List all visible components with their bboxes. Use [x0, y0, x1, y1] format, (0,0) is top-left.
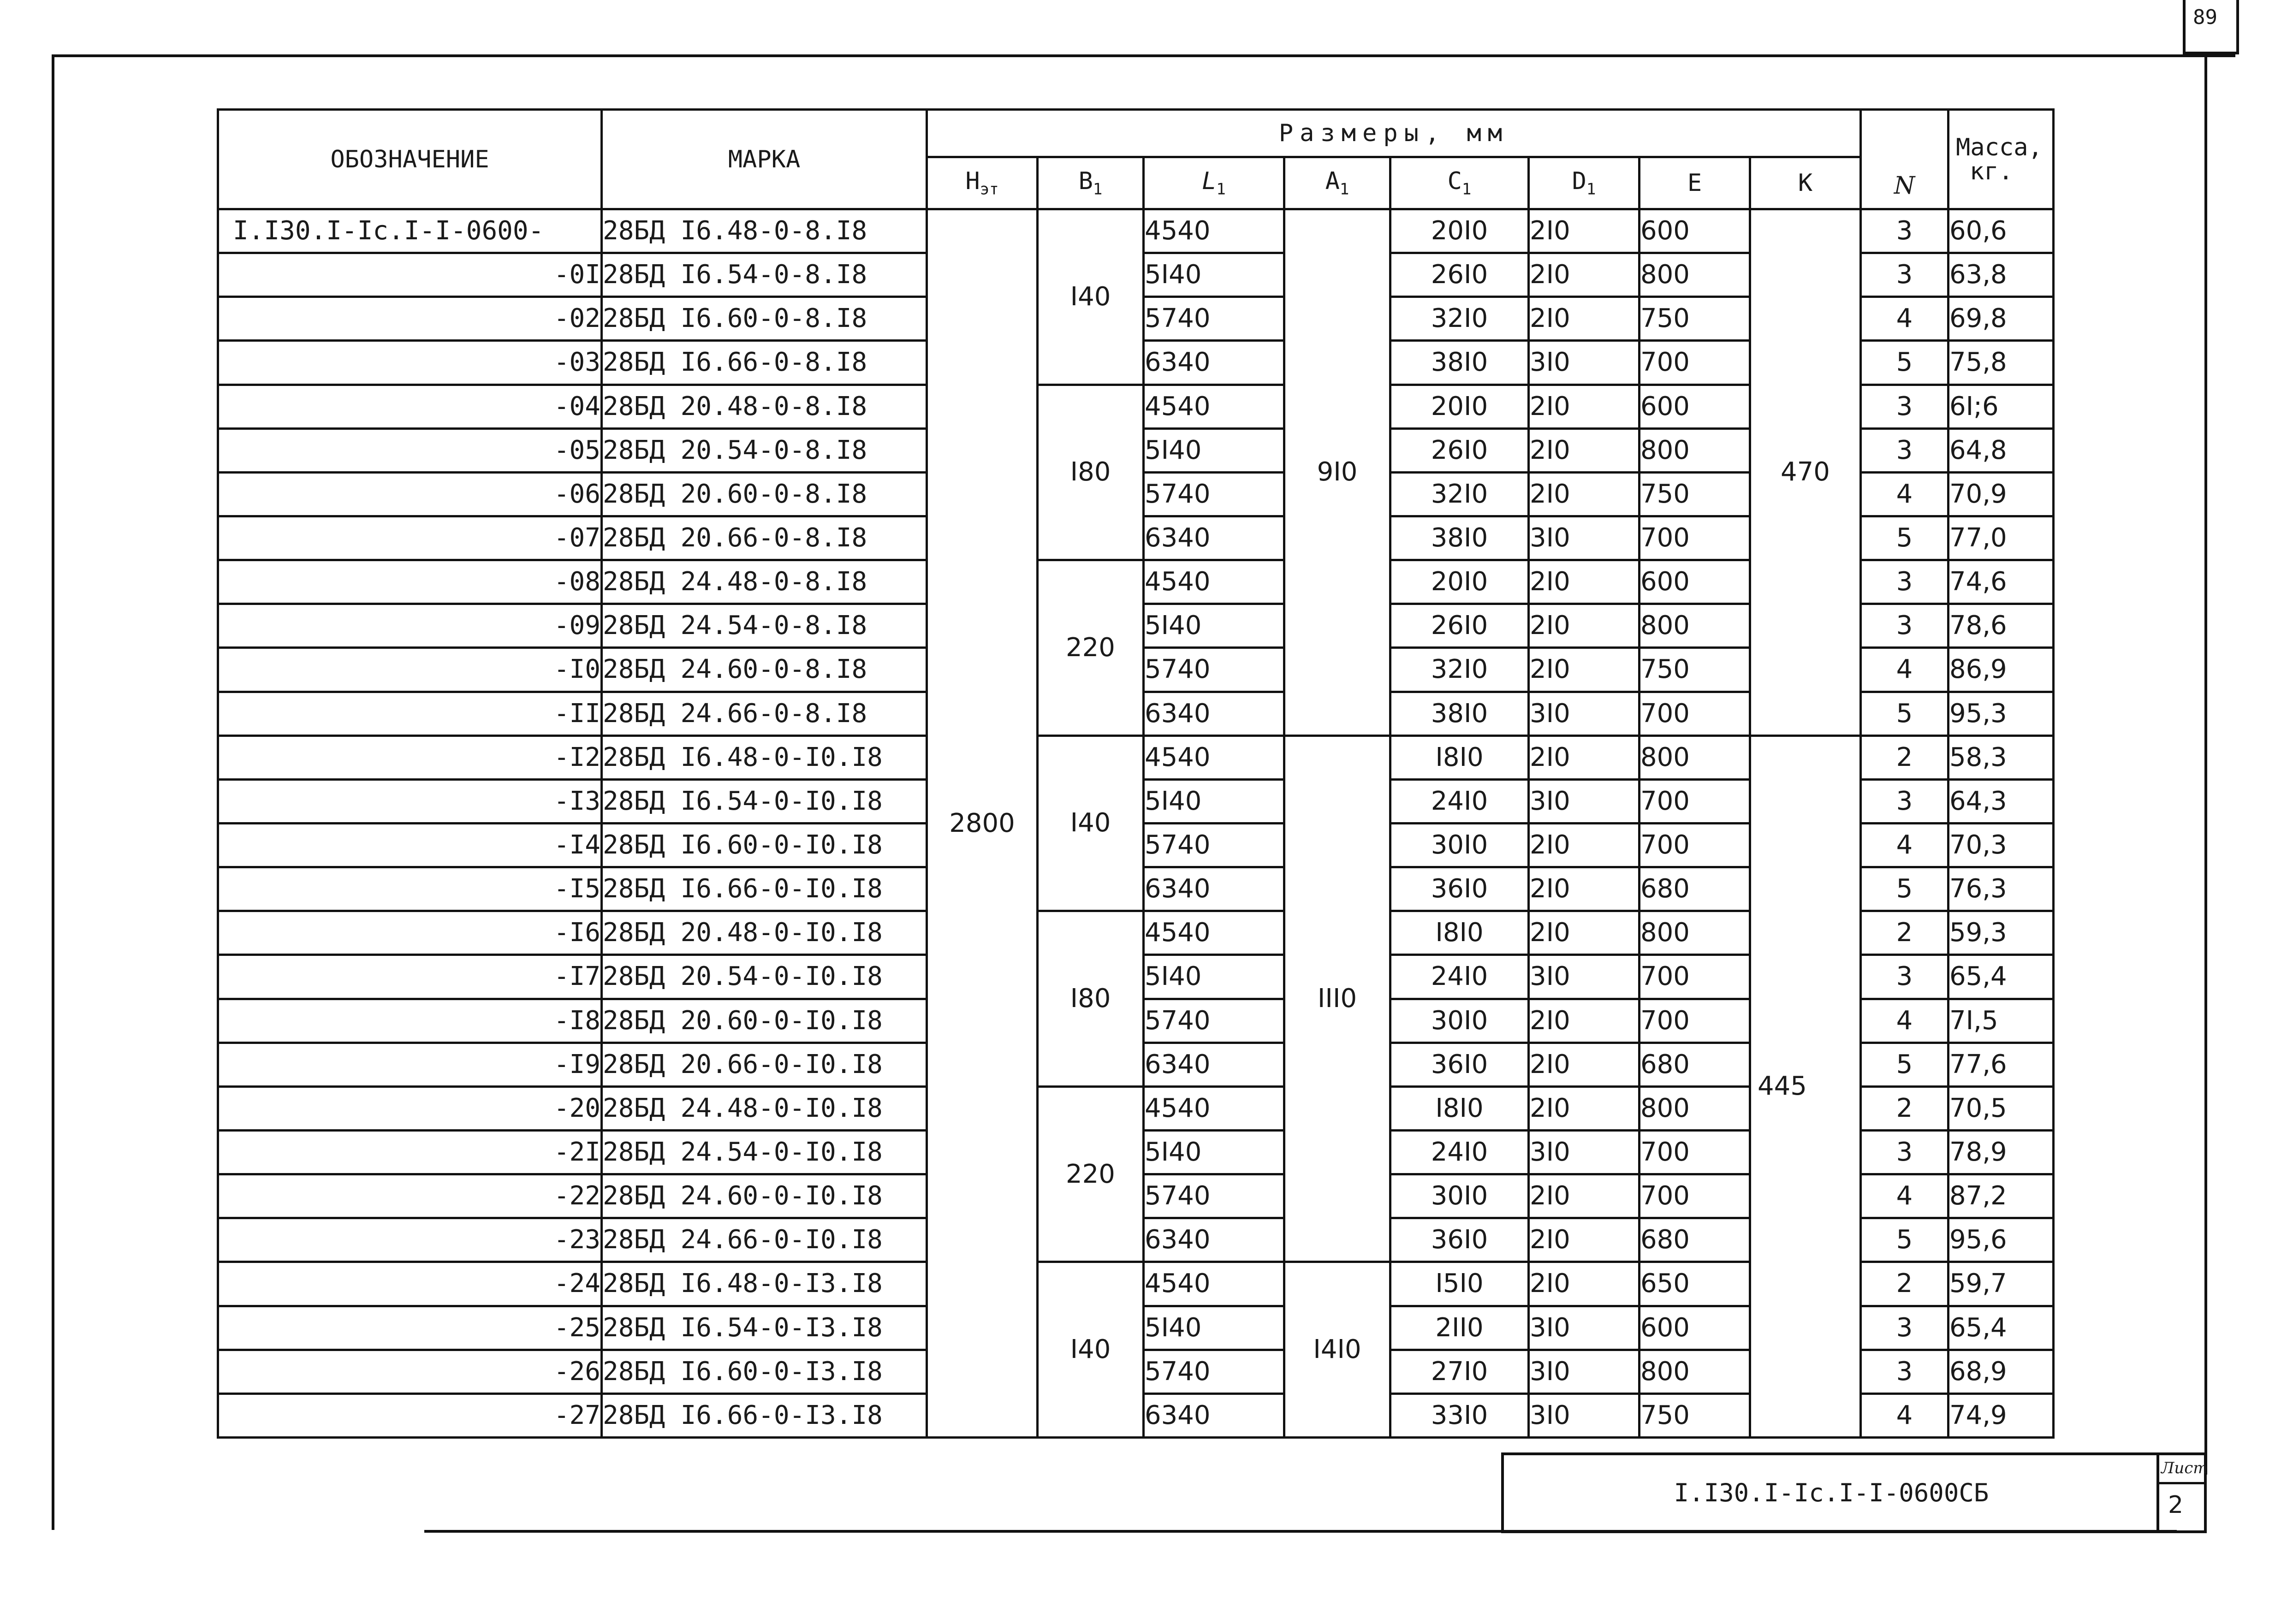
n-cell: 3 — [1861, 1130, 1948, 1174]
a1-cell: 9I0 — [1284, 209, 1390, 736]
mass-cell: 70,5 — [1948, 1086, 2054, 1130]
l1-cell: 5740 — [1144, 297, 1284, 341]
header-mass-line2: кг. — [1970, 157, 2013, 185]
n-cell: 3 — [1861, 1306, 1948, 1350]
l1-cell: 5I40 — [1144, 428, 1284, 472]
l1-cell: 6340 — [1144, 1393, 1284, 1437]
c1-cell: 27I0 — [1390, 1350, 1529, 1393]
designation-cell: -I9 — [218, 1043, 602, 1086]
l1-cell: 6340 — [1144, 1218, 1284, 1262]
n-cell: 5 — [1861, 1218, 1948, 1262]
b1-cell: I80 — [1038, 385, 1144, 560]
designation-cell: -07 — [218, 516, 602, 560]
d1-cell: 2I0 — [1529, 911, 1640, 955]
d1-cell: 2I0 — [1529, 1086, 1640, 1130]
header-mass-line1: Масса, — [1956, 133, 2043, 161]
c1-cell: I8I0 — [1390, 1086, 1529, 1130]
d1-cell: 2I0 — [1529, 209, 1640, 253]
e-cell: 800 — [1640, 911, 1750, 955]
d1-cell: 2I0 — [1529, 1262, 1640, 1306]
l1-cell: 5740 — [1144, 999, 1284, 1043]
c1-cell: 30I0 — [1390, 823, 1529, 867]
d1-cell: 2I0 — [1529, 1218, 1640, 1262]
n-cell: 4 — [1861, 297, 1948, 341]
n-cell: 3 — [1861, 955, 1948, 999]
n-cell: 4 — [1861, 648, 1948, 692]
n-cell: 4 — [1861, 823, 1948, 867]
l1-cell: 6340 — [1144, 341, 1284, 385]
designation-cell: -20 — [218, 1086, 602, 1130]
designation-cell: -I0 — [218, 648, 602, 692]
header-c-sub: 1 — [1461, 180, 1472, 199]
d1-cell: 2I0 — [1529, 735, 1640, 779]
header-l-main: L — [1202, 167, 1217, 195]
designation-cell: -22 — [218, 1174, 602, 1218]
c1-cell: 38I0 — [1390, 516, 1529, 560]
title-block-stamp — [1501, 1452, 2207, 1533]
sheet-label: Лист — [2161, 1459, 2208, 1477]
k-cell: 445 — [1750, 735, 1861, 1437]
mass-cell: 58,3 — [1948, 735, 2054, 779]
mark-cell: 28БД 24.48-0-8.I8 — [602, 560, 927, 604]
header-b-main: В — [1078, 167, 1093, 195]
e-cell: 700 — [1640, 779, 1750, 823]
header-l1 — [1144, 157, 1284, 209]
mass-cell: 64,3 — [1948, 779, 2054, 823]
header-c-main: С — [1447, 167, 1462, 195]
designation-cell: -08 — [218, 560, 602, 604]
n-cell: 5 — [1861, 692, 1948, 735]
mass-cell: 78,6 — [1948, 604, 2054, 648]
d1-cell: 2I0 — [1529, 648, 1640, 692]
d1-cell: 2I0 — [1529, 428, 1640, 472]
e-cell: 800 — [1640, 1086, 1750, 1130]
mark-cell: 28БД I6.66-0-I3.I8 — [602, 1393, 927, 1437]
mass-cell: 95,3 — [1948, 692, 2054, 735]
mass-cell: 77,6 — [1948, 1043, 2054, 1086]
d1-cell: 3I0 — [1529, 779, 1640, 823]
mark-cell: 28БД I6.66-0-8.I8 — [602, 341, 927, 385]
l1-cell: 5I40 — [1144, 253, 1284, 297]
header-mass — [1948, 110, 2054, 209]
c1-cell: 2II0 — [1390, 1306, 1529, 1350]
sheet-separator — [2156, 1482, 2204, 1484]
d1-cell: 3I0 — [1529, 516, 1640, 560]
mass-cell: 86,9 — [1948, 648, 2054, 692]
b1-cell: I40 — [1038, 1262, 1144, 1438]
c1-cell: 33I0 — [1390, 1393, 1529, 1437]
designation-cell: -26 — [218, 1350, 602, 1393]
header-l-sub: 1 — [1216, 180, 1226, 199]
l1-cell: 5I40 — [1144, 1130, 1284, 1174]
mark-cell: 28БД 24.54-0-I0.I8 — [602, 1130, 927, 1174]
e-cell: 680 — [1640, 1043, 1750, 1086]
header-designation: ОБОЗНАЧЕНИЕ — [218, 110, 602, 209]
e-cell: 700 — [1640, 692, 1750, 735]
n-cell: 3 — [1861, 1350, 1948, 1393]
mark-cell: 28БД 24.60-0-8.I8 — [602, 648, 927, 692]
l1-cell: 5740 — [1144, 648, 1284, 692]
n-cell: 5 — [1861, 1043, 1948, 1086]
mass-cell: 95,6 — [1948, 1218, 2054, 1262]
mark-cell: 28БД 20.60-0-8.I8 — [602, 472, 927, 516]
table-row — [218, 209, 2054, 253]
d1-cell: 3I0 — [1529, 1130, 1640, 1174]
c1-cell: 26I0 — [1390, 428, 1529, 472]
mass-cell: 69,8 — [1948, 297, 2054, 341]
n-cell: 4 — [1861, 1174, 1948, 1218]
mark-cell: 28БД I6.54-0-I0.I8 — [602, 779, 927, 823]
header-b1 — [1038, 157, 1144, 209]
header-h-et — [927, 157, 1038, 209]
e-cell: 800 — [1640, 428, 1750, 472]
d1-cell: 3I0 — [1529, 955, 1640, 999]
c1-cell: 20I0 — [1390, 209, 1529, 253]
c1-cell: 20I0 — [1390, 385, 1529, 428]
b1-cell: I40 — [1038, 209, 1144, 385]
c1-cell: 24I0 — [1390, 1130, 1529, 1174]
mass-cell: 87,2 — [1948, 1174, 2054, 1218]
l1-cell: 5740 — [1144, 1350, 1284, 1393]
mass-cell: 74,9 — [1948, 1393, 2054, 1437]
n-cell: 3 — [1861, 428, 1948, 472]
mass-cell: 65,4 — [1948, 1306, 2054, 1350]
d1-cell: 2I0 — [1529, 1043, 1640, 1086]
d1-cell: 2I0 — [1529, 560, 1640, 604]
header-d-main: D — [1572, 167, 1586, 195]
b1-cell: 220 — [1038, 560, 1144, 736]
d1-cell: 2I0 — [1529, 604, 1640, 648]
frame-right-line — [2204, 54, 2207, 1475]
header-k: К — [1750, 157, 1861, 209]
c1-cell: 32I0 — [1390, 297, 1529, 341]
e-cell: 800 — [1640, 1350, 1750, 1393]
mark-cell: 28БД 20.48-0-8.I8 — [602, 385, 927, 428]
header-dimensions: Размеры, мм — [927, 110, 1861, 157]
mark-cell: 28БД I6.60-0-I3.I8 — [602, 1350, 927, 1393]
sheet-number: 2 — [2168, 1491, 2184, 1519]
l1-cell: 4540 — [1144, 560, 1284, 604]
c1-cell: 20I0 — [1390, 560, 1529, 604]
mark-cell: 28БД 24.48-0-I0.I8 — [602, 1086, 927, 1130]
b1-cell: I80 — [1038, 911, 1144, 1087]
mass-cell: 78,9 — [1948, 1130, 2054, 1174]
e-cell: 600 — [1640, 385, 1750, 428]
mass-cell: 76,3 — [1948, 867, 2054, 911]
designation-cell: -02 — [218, 297, 602, 341]
d1-cell: 3I0 — [1529, 1393, 1640, 1437]
d1-cell: 2I0 — [1529, 253, 1640, 297]
d1-cell: 3I0 — [1529, 692, 1640, 735]
designation-cell: -25 — [218, 1306, 602, 1350]
specification-table — [217, 108, 2055, 1439]
c1-cell: 30I0 — [1390, 1174, 1529, 1218]
designation-cell: -I7 — [218, 955, 602, 999]
c1-cell: 24I0 — [1390, 955, 1529, 999]
l1-cell: 5I40 — [1144, 779, 1284, 823]
e-cell: 650 — [1640, 1262, 1750, 1306]
e-cell: 680 — [1640, 1218, 1750, 1262]
c1-cell: I5I0 — [1390, 1262, 1529, 1306]
n-cell: 3 — [1861, 385, 1948, 428]
e-cell: 600 — [1640, 209, 1750, 253]
n-cell: 3 — [1861, 779, 1948, 823]
d1-cell: 2I0 — [1529, 999, 1640, 1043]
e-cell: 600 — [1640, 560, 1750, 604]
e-cell: 680 — [1640, 867, 1750, 911]
mark-cell: 28БД I6.54-0-I3.I8 — [602, 1306, 927, 1350]
d1-cell: 2I0 — [1529, 385, 1640, 428]
mass-cell: 65,4 — [1948, 955, 2054, 999]
mass-cell: 70,9 — [1948, 472, 2054, 516]
designation-cell: -09 — [218, 604, 602, 648]
mass-cell: 75,8 — [1948, 341, 2054, 385]
header-c1 — [1390, 157, 1529, 209]
l1-cell: 5I40 — [1144, 1306, 1284, 1350]
designation-cell: -27 — [218, 1393, 602, 1437]
designation-cell: -I6 — [218, 911, 602, 955]
mass-cell: 64,8 — [1948, 428, 2054, 472]
frame-top-line — [52, 54, 2235, 57]
l1-cell: 6340 — [1144, 692, 1284, 735]
designation-cell: I.I30.I-Ic.I-I-0600- — [218, 209, 602, 253]
designation-cell: -05 — [218, 428, 602, 472]
n-cell: 3 — [1861, 253, 1948, 297]
d1-cell: 2I0 — [1529, 1174, 1640, 1218]
mark-cell: 28БД I6.48-0-I3.I8 — [602, 1262, 927, 1306]
d1-cell: 3I0 — [1529, 1350, 1640, 1393]
mass-cell: 70,3 — [1948, 823, 2054, 867]
e-cell: 600 — [1640, 1306, 1750, 1350]
designation-cell: -I2 — [218, 735, 602, 779]
n-cell: 3 — [1861, 209, 1948, 253]
designation-cell: -I5 — [218, 867, 602, 911]
c1-cell: I8I0 — [1390, 911, 1529, 955]
mark-cell: 28БД 20.66-0-8.I8 — [602, 516, 927, 560]
h-et-cell: 2800 — [927, 209, 1038, 1438]
frame-left-line — [52, 54, 54, 1530]
page-number: 89 — [2193, 6, 2217, 29]
mark-cell: 28БД I6.66-0-I0.I8 — [602, 867, 927, 911]
l1-cell: 6340 — [1144, 516, 1284, 560]
l1-cell: 4540 — [1144, 385, 1284, 428]
e-cell: 750 — [1640, 1393, 1750, 1437]
l1-cell: 4540 — [1144, 1262, 1284, 1306]
e-cell: 700 — [1640, 1174, 1750, 1218]
l1-cell: 6340 — [1144, 867, 1284, 911]
c1-cell: 38I0 — [1390, 341, 1529, 385]
d1-cell: 2I0 — [1529, 823, 1640, 867]
l1-cell: 5740 — [1144, 823, 1284, 867]
l1-cell: 5740 — [1144, 472, 1284, 516]
header-h-main: Н — [965, 167, 980, 195]
e-cell: 750 — [1640, 648, 1750, 692]
n-cell: 4 — [1861, 999, 1948, 1043]
designation-cell: -06 — [218, 472, 602, 516]
e-cell: 750 — [1640, 472, 1750, 516]
e-cell: 700 — [1640, 1130, 1750, 1174]
header-e: Е — [1640, 157, 1750, 209]
c1-cell: 36I0 — [1390, 867, 1529, 911]
c1-cell: 32I0 — [1390, 648, 1529, 692]
designation-cell: -2I — [218, 1130, 602, 1174]
b1-cell: 220 — [1038, 1086, 1144, 1262]
d1-cell: 2I0 — [1529, 472, 1640, 516]
n-cell: 2 — [1861, 1086, 1948, 1130]
mass-cell: 74,6 — [1948, 560, 2054, 604]
header-d1 — [1529, 157, 1640, 209]
mark-cell: 28БД I6.60-0-I0.I8 — [602, 823, 927, 867]
n-cell: 5 — [1861, 341, 1948, 385]
k-cell: 470 — [1750, 209, 1861, 736]
l1-cell: 4540 — [1144, 735, 1284, 779]
mark-cell: 28БД 24.66-0-I0.I8 — [602, 1218, 927, 1262]
header-mark: МАРКА — [602, 110, 927, 209]
l1-cell: 5I40 — [1144, 955, 1284, 999]
n-cell: 5 — [1861, 867, 1948, 911]
e-cell: 700 — [1640, 516, 1750, 560]
l1-cell: 4540 — [1144, 911, 1284, 955]
mass-cell: 59,7 — [1948, 1262, 2054, 1306]
designation-cell: -II — [218, 692, 602, 735]
n-cell: 2 — [1861, 1262, 1948, 1306]
d1-cell: 3I0 — [1529, 341, 1640, 385]
mass-cell: 7I,5 — [1948, 999, 2054, 1043]
d1-cell: 2I0 — [1529, 297, 1640, 341]
c1-cell: 26I0 — [1390, 604, 1529, 648]
mark-cell: 28БД I6.54-0-8.I8 — [602, 253, 927, 297]
mass-cell: 59,3 — [1948, 911, 2054, 955]
header-d-sub: 1 — [1586, 180, 1596, 199]
mark-cell: 28БД I6.48-0-8.I8 — [602, 209, 927, 253]
d1-cell: 3I0 — [1529, 1306, 1640, 1350]
table-row — [218, 735, 2054, 779]
n-cell: 3 — [1861, 604, 1948, 648]
header-b-sub: 1 — [1093, 180, 1103, 199]
c1-cell: 36I0 — [1390, 1218, 1529, 1262]
designation-cell: -I4 — [218, 823, 602, 867]
c1-cell: 30I0 — [1390, 999, 1529, 1043]
mass-cell: 63,8 — [1948, 253, 2054, 297]
mark-cell: 28БД 20.60-0-I0.I8 — [602, 999, 927, 1043]
mark-cell: 28БД 24.60-0-I0.I8 — [602, 1174, 927, 1218]
mark-cell: 28БД 20.54-0-I0.I8 — [602, 955, 927, 999]
designation-cell: -I3 — [218, 779, 602, 823]
l1-cell: 5740 — [1144, 1174, 1284, 1218]
designation-cell: -0I — [218, 253, 602, 297]
b1-cell: I40 — [1038, 735, 1144, 911]
mark-cell: 28БД 20.54-0-8.I8 — [602, 428, 927, 472]
mark-cell: 28БД I6.60-0-8.I8 — [602, 297, 927, 341]
mass-cell: 6I;6 — [1948, 385, 2054, 428]
c1-cell: 24I0 — [1390, 779, 1529, 823]
e-cell: 800 — [1640, 604, 1750, 648]
n-cell: 2 — [1861, 911, 1948, 955]
mass-cell: 68,9 — [1948, 1350, 2054, 1393]
c1-cell: I8I0 — [1390, 735, 1529, 779]
c1-cell: 26I0 — [1390, 253, 1529, 297]
e-cell: 700 — [1640, 955, 1750, 999]
n-cell: 3 — [1861, 560, 1948, 604]
n-cell: 4 — [1861, 1393, 1948, 1437]
e-cell: 750 — [1640, 297, 1750, 341]
header-n: N — [1861, 110, 1948, 209]
c1-cell: 32I0 — [1390, 472, 1529, 516]
c1-cell: 36I0 — [1390, 1043, 1529, 1086]
header-a-main: А — [1325, 167, 1340, 195]
mark-cell: 28БД 24.66-0-8.I8 — [602, 692, 927, 735]
document-code: I.I30.I-Ic.I-I-0600СБ — [1674, 1478, 1989, 1507]
mark-cell: 28БД 20.66-0-I0.I8 — [602, 1043, 927, 1086]
designation-cell: -04 — [218, 385, 602, 428]
header-a-sub: 1 — [1339, 180, 1349, 199]
mark-cell: 28БД 20.48-0-I0.I8 — [602, 911, 927, 955]
designation-cell: -I8 — [218, 999, 602, 1043]
n-cell: 5 — [1861, 516, 1948, 560]
header-h-sub: эт — [980, 180, 999, 199]
a1-cell: III0 — [1284, 735, 1390, 1262]
l1-cell: 4540 — [1144, 1086, 1284, 1130]
e-cell: 800 — [1640, 735, 1750, 779]
designation-cell: -03 — [218, 341, 602, 385]
mark-cell: 28БД I6.48-0-I0.I8 — [602, 735, 927, 779]
e-cell: 700 — [1640, 341, 1750, 385]
e-cell: 800 — [1640, 253, 1750, 297]
header-a1 — [1284, 157, 1390, 209]
n-cell: 4 — [1861, 472, 1948, 516]
n-cell: 2 — [1861, 735, 1948, 779]
mass-cell: 60,6 — [1948, 209, 2054, 253]
l1-cell: 4540 — [1144, 209, 1284, 253]
e-cell: 700 — [1640, 999, 1750, 1043]
mass-cell: 77,0 — [1948, 516, 2054, 560]
c1-cell: 38I0 — [1390, 692, 1529, 735]
designation-cell: -23 — [218, 1218, 602, 1262]
e-cell: 700 — [1640, 823, 1750, 867]
l1-cell: 5I40 — [1144, 604, 1284, 648]
d1-cell: 2I0 — [1529, 867, 1640, 911]
a1-cell: I4I0 — [1284, 1262, 1390, 1438]
mark-cell: 28БД 24.54-0-8.I8 — [602, 604, 927, 648]
designation-cell: -24 — [218, 1262, 602, 1306]
l1-cell: 6340 — [1144, 1043, 1284, 1086]
